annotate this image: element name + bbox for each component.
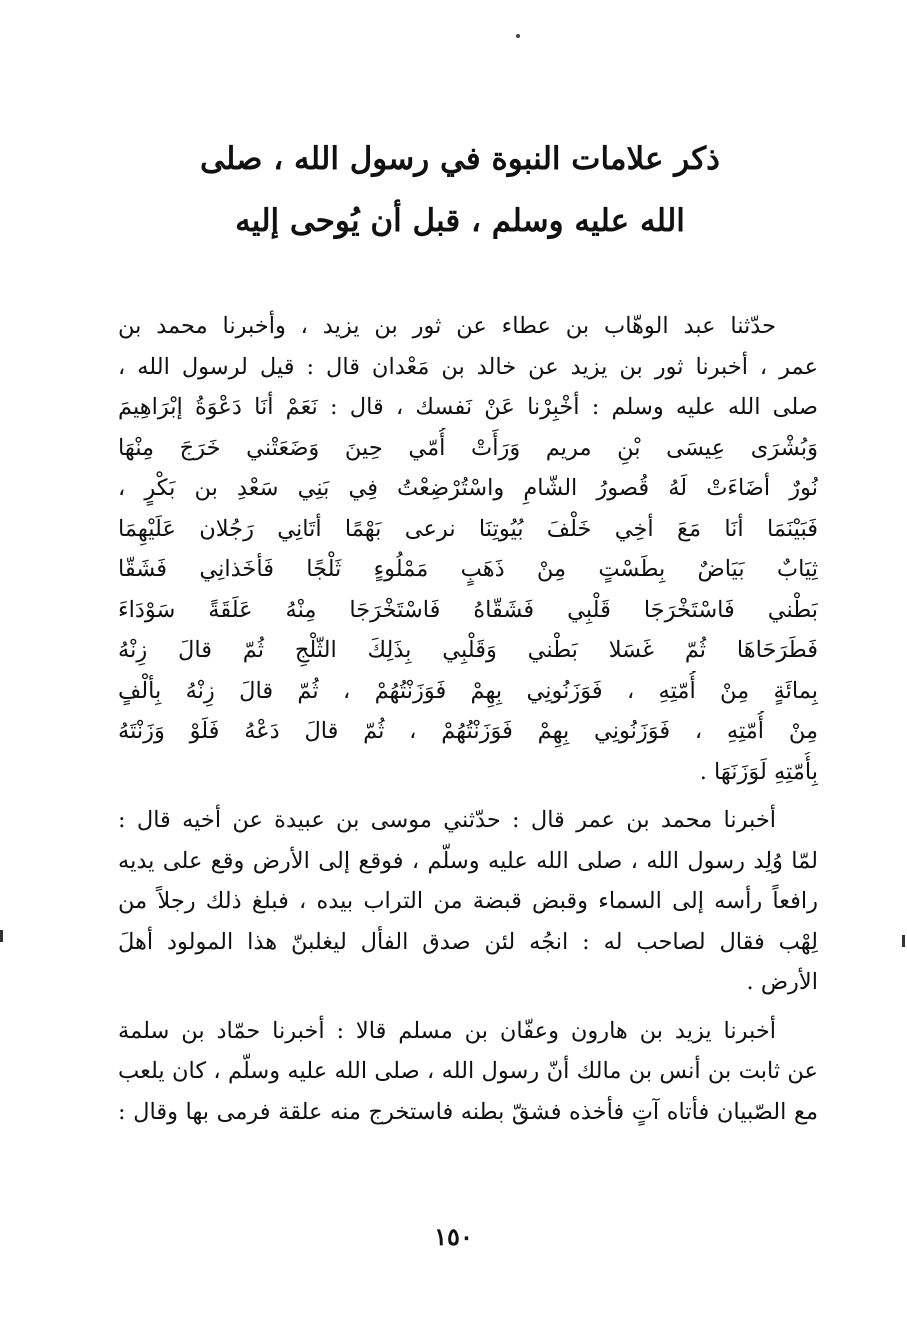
text-line: نُورٌ أضَاءَتْ لَهُ قُصورُ الشّامِ واسْتُرْضِعْتُ فِي بَنِي سَعْدِ بن بَكْرٍ ، [118,475,818,501]
text-line: بِمائَةٍ مِنْ أُمّتِهِ ، فَوَزَنُونِي بِهِمْ فَوَزَنْتُهُمْ ، ثُمّ قالَ زِنْهُ بِألْفٍ [118,677,818,704]
edge-mark [0,930,3,942]
paragraph-1 [118,306,818,792]
text-line: رافعاً رأسه إلى السماء وقبض قبضة من التراب بيده ، فبلغ ذلك رجلاً من [118,888,818,914]
edge-mark [902,935,905,947]
chapter-heading [160,128,760,252]
text-line: صلى الله عليه وسلم : أخْبِرْنا عَنْ نَفسك ، قال : نَعَمْ أنَا دَعْوَةُ إبْرَاهِيمَ [118,394,818,420]
text-line: بَطْني فَاسْتَخْرَجَا قَلْبِي فَشَقّاهُ فَاسْتَخْرَجَا مِنْهُ عَلَقَةً سَوْدَاءَ [118,596,818,623]
text-line: ثِيَابٌ بَيَاضٌ بِطَسْتٍ مِنْ ذَهَبٍ مَمْلُوءٍ ثَلْجًا فَأخَذانِي فَشَقّا [118,556,818,582]
text-line: وَبُشْرَى عِيسَى بْنِ مريم وَرَأَتْ أُمّي حِينَ وَضَعَتْني خَرَجَ مِنْهَا [118,434,818,461]
text-line: حدّثنا عبد الوهّاب بن عطاء عن ثور بن يزيد ، وأخبرنا محمد بن [118,313,776,339]
text-line: أخبرنا يزيد بن هارون وعفّان بن مسلم قالا : أخبرنا حمّاد بن سلمة [118,1017,776,1044]
heading-line-2: الله عليه وسلم ، قبل أن يُوحى إليه [235,203,685,239]
text-line: فَبَيْنَمَا أنَا مَعَ أخِي خَلْفَ بُيُوتِنَا نرعى بَهْمًا أتَانِي رَجُلان عَلَيْهِمَا [118,515,818,542]
heading-line-1: ذكر علامات النبوة في رسول الله ، صلى [200,141,720,177]
text-line: مع الصّبيان فأتاه آتٍ فأخذه فشقّ بطنه فاستخرج منه علقة فرمى بها وقال : [118,1098,818,1125]
text-line: أخبرنا محمد بن عمر قال : حدّثني موسى بن عبيدة عن أخيه قال : [118,807,776,833]
text-line: الأرض . [746,969,818,995]
text-line: بِأُمّتِهِ لَوَزَنَهَا . [699,758,818,785]
body-text [118,306,818,1132]
text-line: عمر ، أخبرنا ثور بن يزيد عن خالد بن مَعْدان قال : قيل لرسول الله ، [118,353,818,380]
text-line: فَطَرَحَاهَا ثُمّ غَسَلا بَطْني وَقَلْبِي بِذَلِكَ الثّلْجِ ثُمّ قالَ زِنْهُ [118,637,818,663]
page-number: ١٥٠ [434,1222,473,1251]
text-line: عن ثابت بن أنس بن مالك أنّ رسول الله ، صلى الله عليه وسلّم ، كان يلعب [118,1058,818,1084]
ink-speck [516,34,520,38]
text-line: مِنْ أُمّتِهِ ، فَوَزَنُونِي بِهِمْ فَوَزَنْتُهُمْ ، ثُمّ قالَ دَعْهُ فَلَوْ وَزَنْتَهُ [118,718,818,744]
text-line: لمّا وُلِد رسول الله ، صلى الله عليه وسلّم ، فوقع إلى الأرض وقع على يديه [118,847,818,874]
paragraph-3 [118,1011,818,1133]
text-line: لِهْب فقال لصاحب له : انجُه لئن صدق الفأل ليغلبنّ هذا المولود أهلَ [118,928,818,955]
paragraph-2 [118,800,818,1003]
